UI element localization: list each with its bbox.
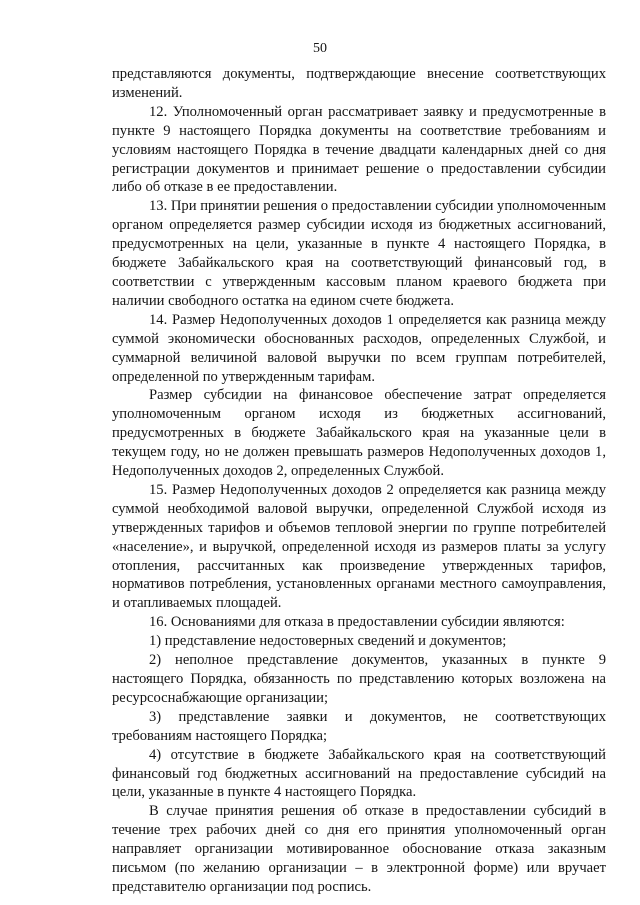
list-item-4: 4) отсутствие в бюджете Забайкальского края на соответствующий финансовый год бюджетных ассигнований на предоставление субсидий на цели, указанные в пункте 4 настоящего Порядка. — [112, 746, 606, 801]
paragraph-13: 13. При принятии решения о предоставлении субсидии уполномоченным органом определяется размер субсидии исходя из бюджетных ассигнований, предусмотренных на цели, указанные в пункте 4 настоящего Порядка, в бюджете Забайкальского края на соответствующий финансовый год, в соответствии с утвержденным кассовым планом краевого бюджета при наличии свободного остатка на едином счете бюджета. — [112, 198, 606, 309]
page-number: 50 — [313, 41, 327, 56]
list-item-1: 1) представление недостоверных сведений и документов; — [149, 633, 507, 650]
paragraph-14-subsidy-size: Размер субсидии на финансовое обеспечение затрат определяется уполномоченным органом исходя из бюджетных ассигнований, предусмотренных в бюджете Забайкальского края на указанные цели в текущем году, но не должен превышать размеров Недополученных доходов 1, Недополученных доходов 2, определенных Службой. — [112, 387, 606, 480]
list-item-2: 2) неполное представление документов, указанных в пункте 9 настоящего Порядка, обязанность по представлению которых возложена на ресурсоснабжающие организации; — [112, 652, 606, 706]
paragraph-continuation: представляются документы, подтверждающие внесение соответствующих изменений. — [112, 66, 606, 101]
list-item-3: 3) представление заявки и документов, не соответствующих требованиям настоящего Порядка; — [112, 708, 606, 744]
paragraph-12: 12. Уполномоченный орган рассматривает заявку и предусмотренные в пункте 9 настоящего Порядка документы на соответствие требованиям и условиям настоящего Порядка в течение двадцати календарных дней со дня регистрации документов и принимает решение о предоставлении субсидии либо об отказе в ее предоставлении. — [112, 103, 606, 196]
paragraph-15: 15. Размер Недополученных доходов 2 определяется как разница между суммой необходимой валовой выручки, определенной Службой исходя из утвержденных тарифов и объемов тепловой энергии по группе потребителей «население», и выручкой, определенной исходя из размеров платы за услугу отопления, рассчитанных как произведение утвержденных тарифов, нормативов потребления, установленных органами местного самоуправления, и отапливаемых площадей. — [112, 481, 606, 612]
paragraph-14: 14. Размер Недополученных доходов 1 определяется как разница между суммой экономически обоснованных расходов, определенных Службой, и суммарной величиной валовой выручки по всем группам потребителей, определенной по утвержденным тарифам. — [112, 311, 606, 385]
paragraph-refusal-notice: В случае принятия решения об отказе в предоставлении субсидий в течение трех рабочих дней со дня его принятия уполномоченный орган направляет организации мотивированное обоснование отказа заказным письмом (по желанию организации – в электронной форме) или вручает представителю организации под роспись. — [112, 803, 606, 895]
paragraph-16: 16. Основаниями для отказа в предоставлении субсидии являются: — [149, 614, 565, 631]
document-body — [112, 65, 606, 897]
